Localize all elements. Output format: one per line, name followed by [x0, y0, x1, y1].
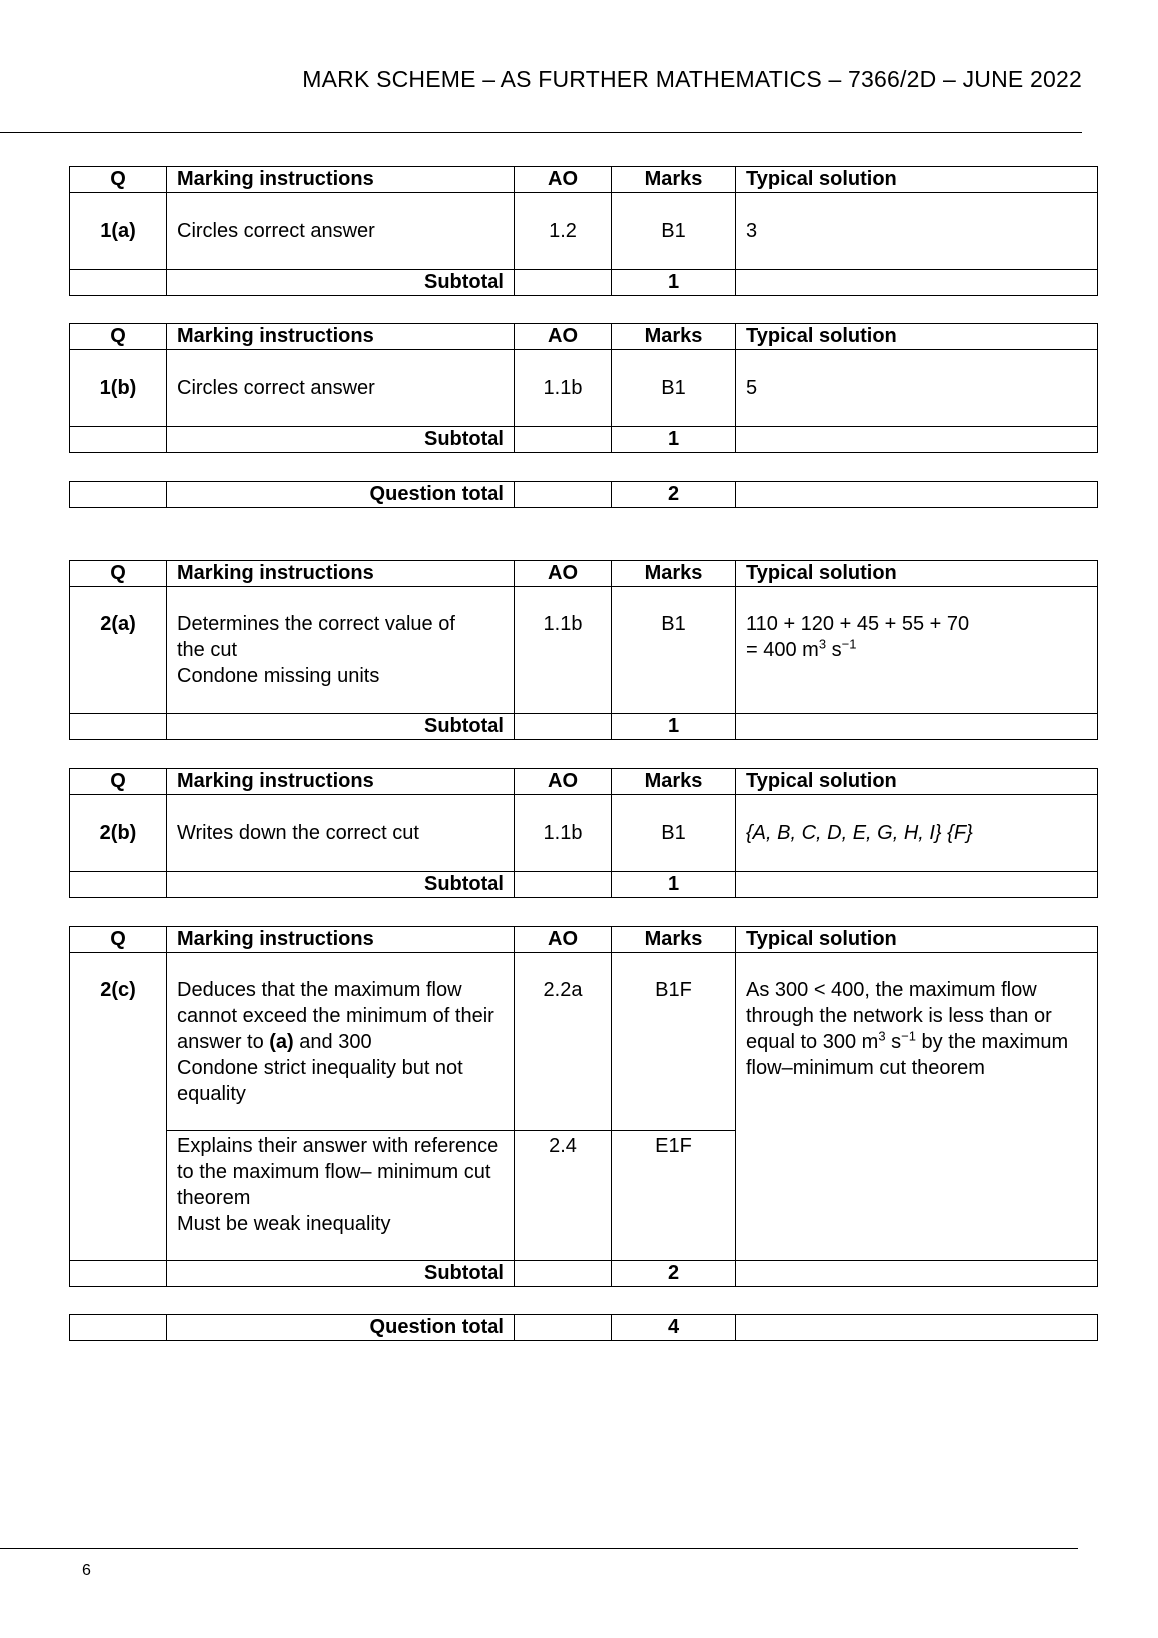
instruction-line: Explains their answer with reference to the maximum flow– minimum cut theorem	[177, 1135, 499, 1209]
mark-table-2b	[69, 768, 1098, 898]
subtotal-label: Subtotal	[167, 427, 515, 453]
col-ao: AO	[515, 769, 612, 795]
mark-code: B1	[612, 350, 736, 427]
col-typical-solution: Typical solution	[736, 769, 1098, 795]
subtotal-label: Subtotal	[167, 714, 515, 740]
mark-table-2c	[69, 926, 1098, 1287]
ao-value: 1.1b	[515, 795, 612, 872]
question-total-table-2	[69, 1314, 1098, 1341]
col-ao: AO	[515, 927, 612, 953]
instruction-line: Must be weak inequality	[177, 1213, 391, 1235]
marking-instruction	[167, 1131, 515, 1261]
question-total-label: Question total	[167, 1315, 515, 1341]
mark-code: B1F	[612, 953, 736, 1131]
subtotal-value: 1	[612, 872, 736, 898]
col-q: Q	[70, 324, 167, 350]
page-header: MARK SCHEME – AS FURTHER MATHEMATICS – 7366/2D – JUNE 2022	[302, 66, 1082, 92]
instruction-line: Determines the correct value of	[177, 613, 455, 635]
question-number: 1(b)	[70, 350, 167, 427]
col-q: Q	[70, 769, 167, 795]
typical-solution: 5	[736, 350, 1098, 427]
col-marks: Marks	[612, 769, 736, 795]
col-q: Q	[70, 561, 167, 587]
mark-table-2a	[69, 560, 1098, 740]
col-marking-instructions: Marking instructions	[167, 927, 515, 953]
marking-instruction: Circles correct answer	[167, 350, 515, 427]
mark-table-1b	[69, 323, 1098, 453]
mark-table-1a	[69, 166, 1098, 296]
header-rule	[0, 132, 1082, 133]
mark-code: B1	[612, 587, 736, 714]
mark-code: E1F	[612, 1131, 736, 1261]
subtotal-label: Subtotal	[167, 1261, 515, 1287]
subtotal-label: Subtotal	[167, 872, 515, 898]
marking-instruction: Circles correct answer	[167, 193, 515, 270]
col-marks: Marks	[612, 927, 736, 953]
typical-solution: As 300 < 400, the maximum flow through the network is less than or equal to 300 $m^3$ $s^{-1}$ by the maximum flow–minimum cut theorem	[736, 953, 1098, 1261]
col-q: Q	[70, 167, 167, 193]
col-typical-solution: Typical solution	[736, 167, 1098, 193]
ao-value: 1.1b	[515, 587, 612, 714]
ao-value: 2.2a	[515, 953, 612, 1131]
col-marking-instructions: Marking instructions	[167, 561, 515, 587]
question-number: 2(a)	[70, 587, 167, 714]
question-number: 2(c)	[70, 953, 167, 1261]
page-number: 6	[82, 1562, 91, 1579]
col-marks: Marks	[612, 324, 736, 350]
solution-line: = 400 $m^3$ $s^{-1}$	[746, 636, 857, 661]
subtotal-value: 1	[612, 714, 736, 740]
col-ao: AO	[515, 561, 612, 587]
question-total-value: 2	[612, 482, 736, 508]
mark-code: B1	[612, 193, 736, 270]
col-typical-solution: Typical solution	[736, 324, 1098, 350]
subtotal-value: 2	[612, 1261, 736, 1287]
subtotal-value: 1	[612, 270, 736, 296]
question-number: 1(a)	[70, 193, 167, 270]
col-ao: AO	[515, 324, 612, 350]
question-total-table-1	[69, 481, 1098, 508]
solution-line: 110 + 120 + 45 + 55 + 70	[746, 613, 970, 635]
instruction-line: the cut	[177, 639, 238, 661]
col-marking-instructions: Marking instructions	[167, 769, 515, 795]
subtotal-label: Subtotal	[167, 270, 515, 296]
col-marking-instructions: Marking instructions	[167, 324, 515, 350]
col-ao: AO	[515, 167, 612, 193]
ao-value: 2.4	[515, 1131, 612, 1261]
instruction-line: Condone missing units	[177, 665, 380, 687]
marking-instruction: Writes down the correct cut	[167, 795, 515, 872]
marking-instruction	[167, 953, 515, 1131]
question-number: 2(b)	[70, 795, 167, 872]
instruction-line: Condone strict inequality but not equality	[177, 1057, 463, 1105]
col-typical-solution: Typical solution	[736, 561, 1098, 587]
question-total-value: 4	[612, 1315, 736, 1341]
col-marking-instructions: Marking instructions	[167, 167, 515, 193]
subtotal-value: 1	[612, 427, 736, 453]
question-total-label: Question total	[167, 482, 515, 508]
typical-solution	[736, 587, 1098, 714]
mark-code: B1	[612, 795, 736, 872]
ao-value: 1.2	[515, 193, 612, 270]
col-typical-solution: Typical solution	[736, 927, 1098, 953]
instruction-line: Deduces that the maximum flow cannot exceed the minimum of their answer to (a) and 300	[177, 979, 494, 1053]
col-marks: Marks	[612, 561, 736, 587]
typical-solution: {A, B, C, D, E, G, H, I} {F}	[736, 795, 1098, 872]
typical-solution: 3	[736, 193, 1098, 270]
marking-instruction	[167, 587, 515, 714]
col-marks: Marks	[612, 167, 736, 193]
col-q: Q	[70, 927, 167, 953]
footer-rule	[0, 1548, 1078, 1549]
ao-value: 1.1b	[515, 350, 612, 427]
